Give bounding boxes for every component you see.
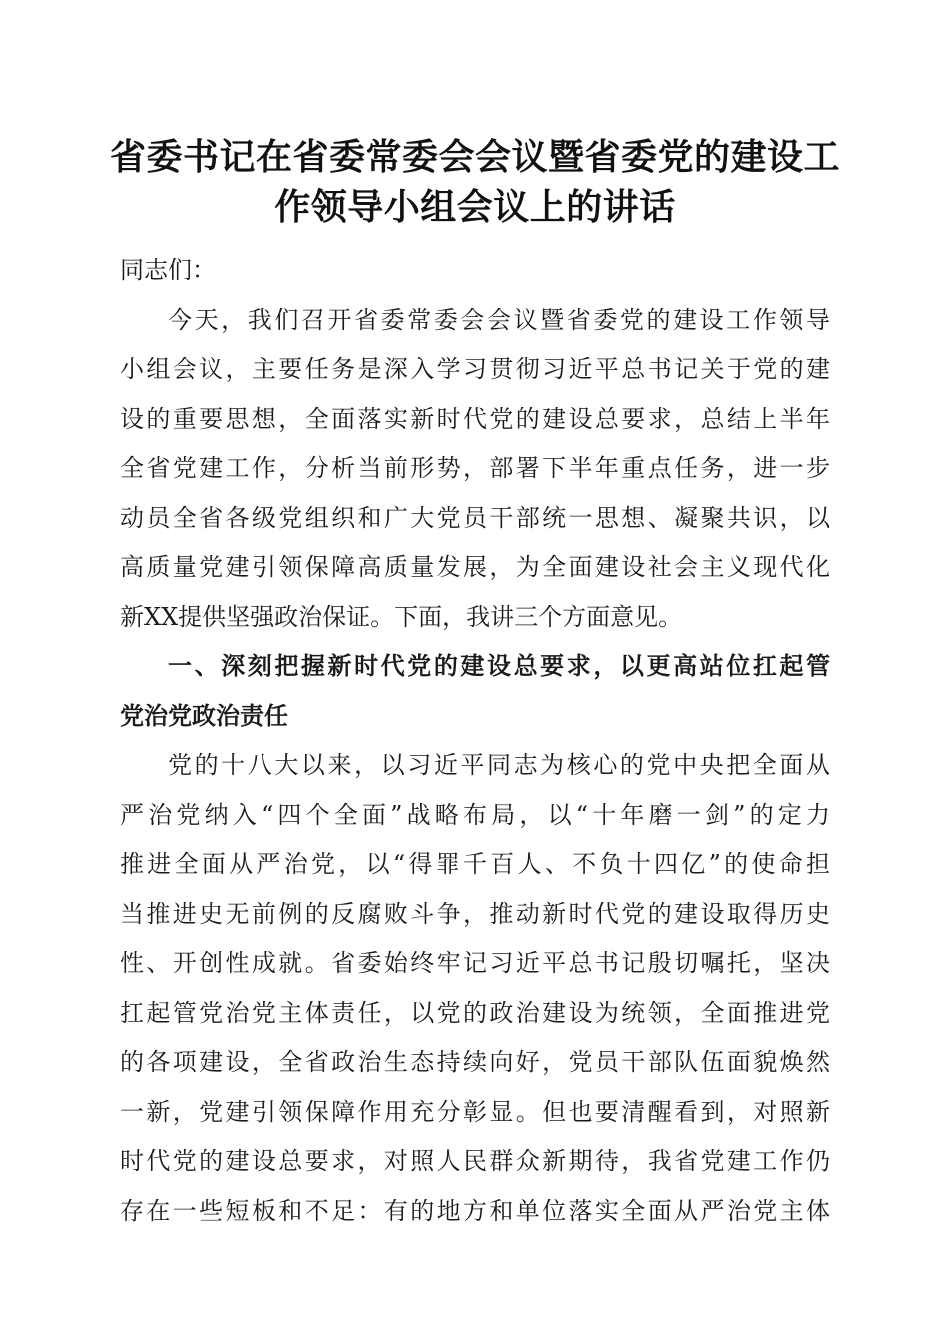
paragraph-line: 一新，党建引领保障作用充分彰显。但也要清醒看到，对照新 [120, 1097, 830, 1126]
heading-line: 一、深刻把握新时代党的建设总要求，以更高站位扛起管 [168, 652, 830, 680]
paragraph-line: 高质量党建引领保障高质量发展，为全面建设社会主义现代化 [120, 553, 830, 581]
paragraph-line: 的各项建设，全省政治生态持续向好，党员干部队伍面貌焕然 [120, 1048, 830, 1076]
paragraph-line: 时代党的建设总要求，对照人民群众新期待，我省党建工作仍 [120, 1147, 830, 1175]
paragraph-line: 全省党建工作，分析当前形势，部署下半年重点任务，进一步 [120, 454, 830, 482]
paragraph-section-1 [120, 741, 830, 1236]
paragraph-line: 当推进史无前例的反腐败斗争，推动新时代党的建设取得历史 [120, 899, 830, 928]
paragraph-line: 扛起管党治党主体责任，以党的政治建设为统领，全面推进党 [120, 998, 830, 1027]
paragraph-line: 今天，我们召开省委常委会会议暨省委党的建设工作领导 [168, 305, 830, 334]
paragraph-line: 设的重要思想，全面落实新时代党的建设总要求，总结上半年 [120, 404, 830, 433]
paragraph-line: 严治党纳入“四个全面”战略布局，以“十年磨一剑”的定力 [120, 800, 830, 829]
paragraph-line: 动员全省各级党组织和广大党员干部统一思想、凝聚共识，以 [120, 503, 830, 532]
document-title [110, 133, 840, 233]
title-line-2: 作领导小组会议上的讲话 [274, 187, 676, 228]
paragraph-line: 新XX提供坚强政治保证。下面，我讲三个方面意见。 [120, 602, 683, 631]
paragraph-line: 党的十八大以来，以习近平同志为核心的党中央把全面从 [168, 751, 830, 779]
paragraph-line: 推进全面从严治党，以“得罪千百人、不负十四亿”的使命担 [120, 850, 830, 878]
paragraph-intro [120, 296, 830, 643]
title-line-1: 省委书记在省委常委会会议暨省委党的建设工 [110, 137, 841, 178]
paragraph-line: 小组会议，主要任务是深入学习贯彻习近平总书记关于党的建 [120, 355, 830, 383]
salutation: 同志们： [120, 256, 216, 284]
document-body [120, 246, 830, 1236]
paragraph-line: 存在一些短板和不足：有的地方和单位落实全面从严治党主体 [120, 1196, 830, 1225]
section-heading-1 [120, 642, 830, 741]
heading-line: 党治党政治责任 [120, 701, 288, 730]
paragraph-line: 性、开创性成就。省委始终牢记习近平总书记殷切嘱托，坚决 [120, 949, 830, 977]
